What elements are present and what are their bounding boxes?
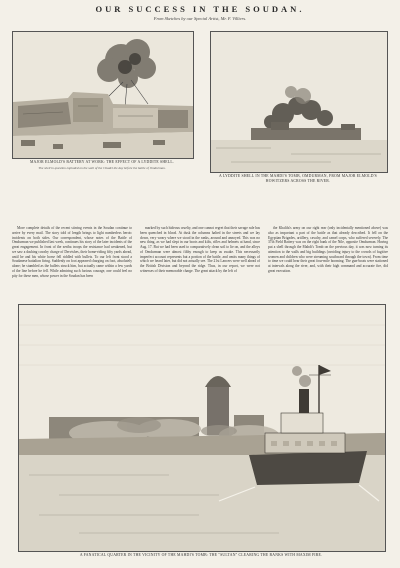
illustration-sultan-gunboat xyxy=(18,304,386,552)
article-paragraph: More complete details of the recent stirring events in the Soudan continue to arrive by every mail. The story told of length brings to light numberless heroic incidents on both sides. Our correspondent, whose notes of the Battle of Omdurman we published last week, continues his story of the later incidents of the great engagement. In front of the zeriba troops the resistance had weakened, but we saw a dashing cavalry charge of Dervishes, their home-riding fifty yards ahead, until he and his white horse fell riddled with bullets. To our left front stood a Soudanese battalion firing. Suddenly on foot appeared charging on foot, absolutely alone; he stumbled as the bullets struck him, but actually came within a few yards of the line before he fell. While admiring such furious courage, one could feel no pity for these men, whose power in the Soudan has been xyxy=(12,226,132,278)
illustration-battery-lyddite-shell xyxy=(12,31,194,159)
caption-top-right: A LYDDITE SHELL IN THE MAHDI'S TOMB, OMDURMAN, FROM MAJOR ELMOLD'S HOWITZERS ACROSS THE RIVER. xyxy=(219,174,377,183)
article-paragraph: marked by such hideous cruelty, and one cannot regret that their savage rule has been quenched in blood. At dusk the columns halted in the streets and we lay down, very weary where we stood in the ranks, around and annoyed. This was no new thing, as we had slept in our boots and kilts, rifles and helmets at hand, since Aug. 17. But we had been used to comparatively clean soil to lie on, and the alleys of Omdurman were almost filthy enough to keep us awake. This necessarily imperfect account represents but a portion of the battle, and omits many things of which we heard later, but did not actually see. The 21st Lancers were well ahead of the British Division and beyond the ridge. Thus, in our report, we were not witnesses of their memorable charge. The great attack by the left of xyxy=(140,226,260,273)
article-column-2 xyxy=(140,226,260,302)
page-title: OUR SUCCESS IN THE SOUDAN. xyxy=(95,4,305,14)
article-column-1 xyxy=(12,226,132,302)
caption-bottom: A FANATICAL QUARTER IN THE VICINITY OF THE MAHDI'S TOMB: THE "SULTAN" CLEARING THE BANKS WITH MAXIM FIRE. xyxy=(79,553,323,557)
subcaption-top-left: The shell in question exploded on the wall of the Citadel the day before the battle of Omdurman. xyxy=(38,166,166,170)
byline: From Sketches by our Special Artist, Mr. F. Villiers. xyxy=(153,16,247,21)
caption-top-left: MAJOR ELMOLD'S BATTERY AT WORK: THE EFFECT OF A LYDDITE SHELL. xyxy=(29,160,175,164)
illustration-mahdi-tomb-shell xyxy=(210,31,388,173)
article-column-3 xyxy=(268,226,388,302)
article-paragraph: the Khalifa's army on our right rear (only incidentally mentioned above) was also as important a part of the battle as that already described. It fell on the Egyptian Brigades, artillery, cavalry, and camel corps, who suffered severely. The 37th Field Battery was on the right bank of the Nile, opposite Omdurman. Having put a shell through the Mahdi's Tomb on the previous day, it was now turning its attention to the walls and big buildings (avoiding injury to the crowds of fugitive women and children who were streaming southward through the town). From time to time we could hear their great four-mile booming. The gun-boats were stationed at intervals along the river, and, with their high command and accurate fire, did great execution. xyxy=(268,226,388,273)
